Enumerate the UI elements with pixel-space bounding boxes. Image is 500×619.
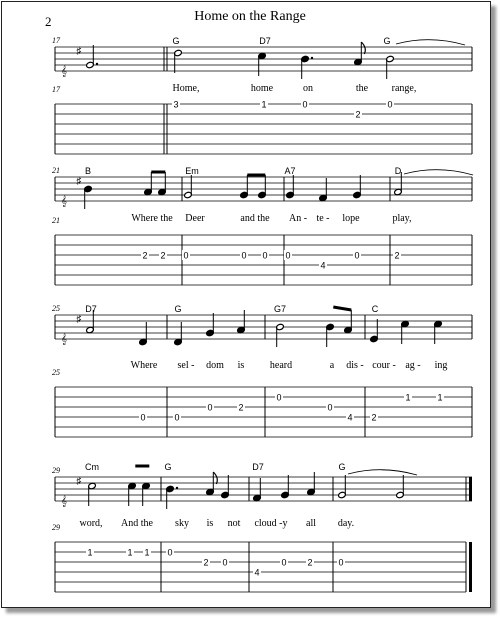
lyric-syllable: Where <box>130 360 158 371</box>
tab-fret-number: 0 <box>302 99 308 110</box>
chord-symbol: G <box>172 36 180 46</box>
measure-number-tab: 29 <box>52 523 60 532</box>
measure-number-tab: 17 <box>52 85 60 94</box>
chord-symbol: G <box>174 304 182 314</box>
treble-clef-icon: 𝄞 <box>61 496 67 507</box>
tab-fret-number: 2 <box>307 557 313 568</box>
tab-fret-number: 0 <box>354 250 360 261</box>
lyric-syllable: Home, <box>172 83 200 94</box>
chord-symbol: C <box>371 304 379 314</box>
tie <box>404 170 473 175</box>
treble-clef-icon: 𝄞 <box>61 66 67 77</box>
measure-number: 25 <box>52 304 60 313</box>
lyric-syllable: all <box>306 518 316 529</box>
tab-fret-number: 0 <box>167 547 173 558</box>
tab-fret-number: 0 <box>222 557 228 568</box>
note-flag <box>361 42 365 54</box>
note-dot <box>311 57 313 59</box>
chord-symbol: D7 <box>85 304 97 314</box>
lyric-syllable: lope <box>342 213 360 224</box>
tab-fret-number: 0 <box>174 412 180 423</box>
song-title: Home on the Range <box>194 9 306 24</box>
lyric-syllable: the <box>355 83 369 94</box>
chord-symbol: G <box>164 462 172 472</box>
tab-fret-number: 0 <box>327 402 333 413</box>
tab-fret-number: 0 <box>387 99 393 110</box>
note-beam <box>333 307 351 310</box>
lyric-syllable: play, <box>392 213 412 224</box>
lyric-syllable: ag - <box>405 360 421 371</box>
note-dot <box>96 63 98 65</box>
lyric-syllable: on <box>303 83 313 94</box>
lyric-syllable: home <box>250 83 274 94</box>
chord-symbol: Cm <box>85 462 99 472</box>
tab-fret-number: 1 <box>437 392 443 403</box>
tab-fret-number: 1 <box>144 547 150 558</box>
tab-fret-number: 2 <box>394 250 400 261</box>
chord-symbol: D7 <box>259 36 271 46</box>
lyric-syllable: ing <box>434 360 448 371</box>
tab-fret-number: 1 <box>87 547 93 558</box>
tab-fret-number: 0 <box>276 392 282 403</box>
lyric-syllable: is <box>206 518 214 529</box>
tab-fret-number: 4 <box>347 412 353 423</box>
key-signature-sharp-icon: ♯ <box>76 176 82 187</box>
lyric-syllable: and the <box>240 213 270 224</box>
tab-fret-number: 1 <box>405 392 411 403</box>
tab-fret-number: 1 <box>127 547 133 558</box>
tab-fret-number: 0 <box>281 557 287 568</box>
treble-clef-icon: 𝄞 <box>61 334 67 345</box>
measure-number: 21 <box>52 166 60 175</box>
lyric-syllable: Where the <box>131 213 173 224</box>
tie <box>396 40 465 45</box>
lyric-syllable: a <box>329 360 335 371</box>
tab-fret-number: 2 <box>355 109 361 120</box>
measure-number: 17 <box>52 36 60 45</box>
treble-clef-icon: 𝄞 <box>61 196 67 207</box>
key-signature-sharp-icon: ♯ <box>76 476 82 487</box>
tab-fret-number: 4 <box>320 260 326 271</box>
lyric-syllable: sky <box>175 518 189 529</box>
key-signature-sharp-icon: ♯ <box>76 314 82 325</box>
tie <box>348 470 417 475</box>
tab-fret-number: 0 <box>183 250 189 261</box>
tab-fret-number: 0 <box>338 557 344 568</box>
tab-fret-number: 3 <box>173 99 179 110</box>
tab-fret-number: 0 <box>241 250 247 261</box>
lyric-syllable: te - <box>316 213 330 224</box>
measure-number-tab: 21 <box>52 216 60 225</box>
lyric-syllable: sel - <box>177 360 195 371</box>
tab-fret-number: 2 <box>238 402 244 413</box>
lyric-syllable: range, <box>391 83 417 94</box>
lyric-syllable: word, <box>79 518 103 529</box>
lyric-syllable: And the <box>121 518 153 529</box>
key-signature-sharp-icon: ♯ <box>76 46 82 57</box>
measure-number-tab: 25 <box>52 368 60 377</box>
tab-final-barline <box>469 542 472 592</box>
measure-number: 29 <box>52 466 60 475</box>
lyric-syllable: cour - <box>372 360 396 371</box>
tab-fret-number: 0 <box>207 402 213 413</box>
tab-fret-number: 1 <box>261 99 267 110</box>
lyric-syllable: dom <box>206 360 224 371</box>
lyric-syllable: An - <box>288 213 308 224</box>
lyric-syllable: cloud -y <box>254 518 288 529</box>
note-flag <box>213 472 217 484</box>
tab-fret-number: 2 <box>160 250 166 261</box>
lyric-syllable: is <box>237 360 245 371</box>
chord-symbol: B <box>84 166 92 176</box>
tab-fret-number: 0 <box>140 412 146 423</box>
tab-fret-number: 0 <box>285 250 291 261</box>
tab-fret-number: 0 <box>262 250 268 261</box>
chord-symbol: D <box>394 166 402 176</box>
lyric-syllable: not <box>227 518 241 529</box>
lyric-syllable: day. <box>337 518 355 529</box>
note-dot <box>176 487 178 489</box>
lyric-syllable: dis - <box>346 360 364 371</box>
chord-symbol: D7 <box>252 462 264 472</box>
lyric-syllable: heard <box>269 360 293 371</box>
chord-symbol: G <box>338 462 346 472</box>
chord-symbol: A7 <box>284 166 296 176</box>
tab-fret-number: 2 <box>203 557 209 568</box>
final-barline <box>469 477 472 501</box>
tab-fret-number: 2 <box>371 412 377 423</box>
tab-fret-number: 2 <box>142 250 148 261</box>
lyric-syllable: Deer <box>185 213 205 224</box>
chord-symbol: G <box>383 36 391 46</box>
page-number: 2 <box>45 14 52 29</box>
chord-symbol: Em <box>185 166 199 176</box>
tab-fret-number: 4 <box>254 567 260 578</box>
chord-symbol: G7 <box>273 304 287 314</box>
